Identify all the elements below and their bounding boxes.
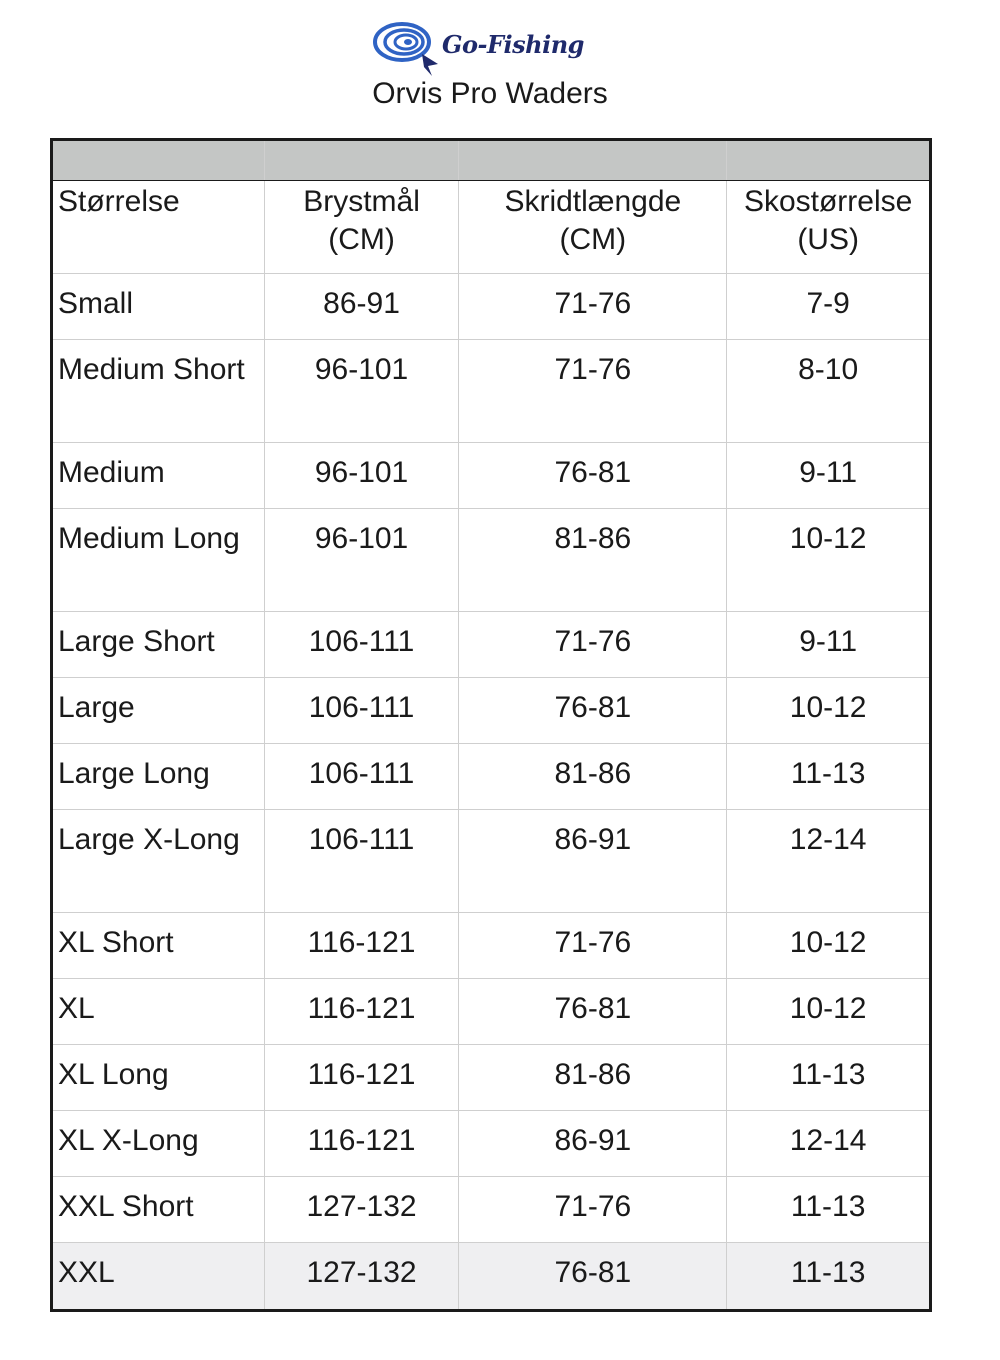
chest-cell: 106-111: [264, 810, 459, 913]
shoe-size-cell: 11-13: [727, 1045, 931, 1111]
header-band-cell: [727, 140, 931, 181]
inseam-cell: 86-91: [459, 1111, 727, 1177]
chest-cell: 86-91: [264, 274, 459, 340]
column-header-size: Størrelse: [52, 181, 265, 274]
table-row: [52, 678, 931, 744]
inseam-cell: 76-81: [459, 979, 727, 1045]
brand-logo: [372, 20, 592, 78]
table-row: [52, 340, 931, 443]
shoe-size-cell: 10-12: [727, 979, 931, 1045]
size-chart-table: [50, 138, 932, 1312]
chest-cell: 127-132: [264, 1177, 459, 1243]
table-row: [52, 1111, 931, 1177]
inseam-cell: 76-81: [459, 443, 727, 509]
brand-name: Go-Fishing: [442, 30, 584, 59]
size-cell: Large Long: [52, 744, 265, 810]
size-cell: Medium: [52, 443, 265, 509]
size-cell: XXL Short: [52, 1177, 265, 1243]
table-row: [52, 1177, 931, 1243]
shoe-size-cell: 7-9: [727, 274, 931, 340]
chest-cell: 116-121: [264, 1045, 459, 1111]
shoe-size-cell: 12-14: [727, 1111, 931, 1177]
shoe-size-cell: 8-10: [727, 340, 931, 443]
table-header-band: [52, 140, 931, 181]
inseam-cell: 71-76: [459, 274, 727, 340]
table-row: [52, 1243, 931, 1311]
shoe-size-cell: 12-14: [727, 810, 931, 913]
fish-hook-swirl-icon: [372, 20, 440, 78]
size-cell: XL Long: [52, 1045, 265, 1111]
table-row: [52, 979, 931, 1045]
chest-cell: 127-132: [264, 1243, 459, 1311]
inseam-cell: 71-76: [459, 612, 727, 678]
shoe-size-cell: 9-11: [727, 443, 931, 509]
shoe-size-cell: 9-11: [727, 612, 931, 678]
chest-cell: 96-101: [264, 443, 459, 509]
shoe-size-cell: 11-13: [727, 744, 931, 810]
chest-cell: 116-121: [264, 1111, 459, 1177]
size-cell: XXL: [52, 1243, 265, 1311]
table-row: [52, 810, 931, 913]
chest-cell: 96-101: [264, 509, 459, 612]
size-cell: Small: [52, 274, 265, 340]
inseam-cell: 81-86: [459, 744, 727, 810]
table-row: [52, 274, 931, 340]
table-header-row: [52, 181, 931, 274]
inseam-cell: 86-91: [459, 810, 727, 913]
table-row: [52, 612, 931, 678]
shoe-size-cell: 10-12: [727, 509, 931, 612]
header-band-cell: [459, 140, 727, 181]
header-band-cell: [264, 140, 459, 181]
column-header-shoe-size: Skostørrelse (US): [727, 181, 931, 274]
inseam-cell: 71-76: [459, 340, 727, 443]
column-header-chest: Brystmål (CM): [264, 181, 459, 274]
shoe-size-cell: 11-13: [727, 1177, 931, 1243]
chest-cell: 106-111: [264, 744, 459, 810]
column-header-inseam: Skridtlængde (CM): [459, 181, 727, 274]
shoe-size-cell: 11-13: [727, 1243, 931, 1311]
table-row: [52, 744, 931, 810]
shoe-size-cell: 10-12: [727, 913, 931, 979]
chest-cell: 116-121: [264, 913, 459, 979]
chest-cell: 116-121: [264, 979, 459, 1045]
inseam-cell: 71-76: [459, 1177, 727, 1243]
inseam-cell: 71-76: [459, 913, 727, 979]
inseam-cell: 81-86: [459, 509, 727, 612]
table-row: [52, 913, 931, 979]
size-cell: XL Short: [52, 913, 265, 979]
size-cell: XL X-Long: [52, 1111, 265, 1177]
size-cell: Large: [52, 678, 265, 744]
header-band-cell: [52, 140, 265, 181]
size-cell: Large Short: [52, 612, 265, 678]
inseam-cell: 76-81: [459, 1243, 727, 1311]
table-row: [52, 1045, 931, 1111]
chest-cell: 106-111: [264, 678, 459, 744]
table-row: [52, 509, 931, 612]
size-cell: Medium Short: [52, 340, 265, 443]
size-cell: XL: [52, 979, 265, 1045]
size-cell: Medium Long: [52, 509, 265, 612]
page-title: Orvis Pro Waders: [372, 77, 608, 110]
chest-cell: 96-101: [264, 340, 459, 443]
table-row: [52, 443, 931, 509]
inseam-cell: 81-86: [459, 1045, 727, 1111]
shoe-size-cell: 10-12: [727, 678, 931, 744]
size-cell: Large X-Long: [52, 810, 265, 913]
inseam-cell: 76-81: [459, 678, 727, 744]
chest-cell: 106-111: [264, 612, 459, 678]
